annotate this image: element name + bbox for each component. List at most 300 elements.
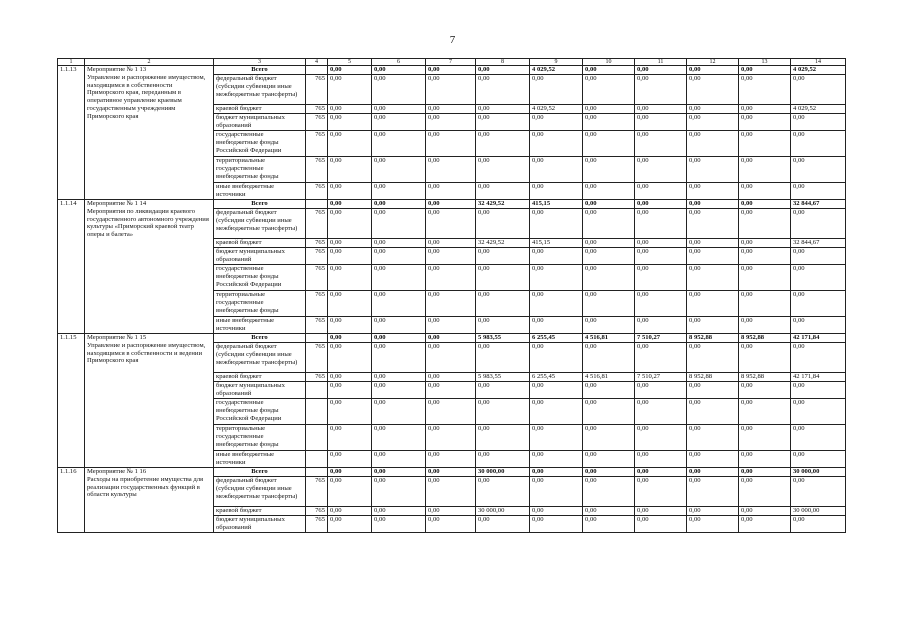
header-cell: 11 [635, 59, 687, 66]
header-cell: 8 [476, 59, 530, 66]
amount-cell: 0,00 [476, 399, 530, 425]
amount-cell: 0,00 [372, 373, 426, 382]
budget-code [306, 382, 328, 399]
amount-cell: 0,00 [739, 468, 791, 477]
amount-cell: 30 000,00 [791, 468, 846, 477]
amount-cell: 0,00 [583, 291, 635, 317]
budget-code: 765 [306, 105, 328, 114]
amount-cell: 0,00 [426, 317, 476, 334]
amount-cell: 0,00 [372, 343, 426, 373]
amount-cell: 0,00 [687, 239, 739, 248]
section-description: Управление и распоряжение имуществом, находящимся в собственности Приморского края, переданным в оперативное управление краевым государственным учреждениям Приморского края [87, 73, 206, 120]
amount-cell: 0,00 [476, 451, 530, 468]
amount-cell: 0,00 [530, 451, 583, 468]
amount-cell: 0,00 [426, 157, 476, 183]
amount-cell: 0,00 [739, 265, 791, 291]
amount-cell: 0,00 [739, 382, 791, 399]
amount-cell: 0,00 [739, 183, 791, 200]
amount-cell: 0,00 [583, 157, 635, 183]
amount-cell: 0,00 [426, 291, 476, 317]
funding-source-label: бюджет муниципальных образований [214, 248, 306, 265]
header-cell: 5 [328, 59, 372, 66]
amount-cell: 0,00 [583, 451, 635, 468]
funding-source-label: федеральный бюджет (субсидии субвенции иные межбюджетные трансферты) [214, 75, 306, 105]
amount-cell: 5 983,55 [476, 334, 530, 343]
amount-cell: 0,00 [687, 248, 739, 265]
amount-cell: 0,00 [739, 516, 791, 533]
amount-cell: 0,00 [739, 291, 791, 317]
amount-cell: 0,00 [426, 66, 476, 75]
amount-cell: 0,00 [328, 75, 372, 105]
amount-cell: 0,00 [426, 425, 476, 451]
funding-source-label: бюджет муниципальных образований [214, 516, 306, 533]
amount-cell: 0,00 [426, 75, 476, 105]
amount-cell: 0,00 [583, 248, 635, 265]
amount-cell: 0,00 [583, 114, 635, 131]
funding-source-label: иные внебюджетные источники [214, 451, 306, 468]
header-row [58, 59, 846, 66]
header-cell: 3 [214, 59, 306, 66]
budget-code [306, 66, 328, 75]
header-cell: 4 [306, 59, 328, 66]
amount-cell: 0,00 [739, 451, 791, 468]
amount-cell: 8 952,88 [739, 334, 791, 343]
header-cell: 2 [85, 59, 214, 66]
amount-cell: 0,00 [635, 425, 687, 451]
amount-cell: 0,00 [739, 239, 791, 248]
amount-cell: 0,00 [687, 399, 739, 425]
amount-cell: 0,00 [530, 425, 583, 451]
amount-cell: 0,00 [328, 248, 372, 265]
amount-cell: 0,00 [372, 317, 426, 334]
budget-code [306, 451, 328, 468]
amount-cell: 0,00 [426, 265, 476, 291]
amount-cell: 0,00 [687, 477, 739, 507]
amount-cell: 0,00 [530, 265, 583, 291]
section-number: 1.1.16 [58, 468, 85, 533]
budget-code [306, 468, 328, 477]
funding-source-label: краевой бюджет [214, 373, 306, 382]
amount-cell: 0,00 [583, 239, 635, 248]
amount-cell: 0,00 [739, 209, 791, 239]
amount-cell: 0,00 [328, 265, 372, 291]
amount-cell: 0,00 [328, 343, 372, 373]
budget-code: 765 [306, 343, 328, 373]
amount-cell: 0,00 [739, 200, 791, 209]
total-label: Всего [214, 468, 306, 477]
amount-cell: 0,00 [687, 317, 739, 334]
amount-cell: 0,00 [739, 317, 791, 334]
amount-cell: 0,00 [530, 507, 583, 516]
amount-cell: 0,00 [635, 477, 687, 507]
amount-cell: 0,00 [687, 425, 739, 451]
amount-cell: 0,00 [583, 399, 635, 425]
amount-cell: 0,00 [791, 183, 846, 200]
amount-cell: 0,00 [739, 66, 791, 75]
header-cell: 6 [372, 59, 426, 66]
header-cell: 13 [739, 59, 791, 66]
amount-cell: 0,00 [530, 516, 583, 533]
amount-cell: 0,00 [530, 209, 583, 239]
amount-cell: 0,00 [635, 75, 687, 105]
amount-cell: 0,00 [530, 75, 583, 105]
budget-code: 765 [306, 248, 328, 265]
amount-cell: 0,00 [583, 131, 635, 157]
amount-cell: 0,00 [328, 239, 372, 248]
section-total-row [58, 66, 846, 75]
amount-cell: 0,00 [328, 114, 372, 131]
amount-cell: 0,00 [476, 209, 530, 239]
amount-cell: 0,00 [739, 75, 791, 105]
amount-cell: 0,00 [476, 425, 530, 451]
amount-cell: 0,00 [687, 209, 739, 239]
funding-source-label: бюджет муниципальных образований [214, 382, 306, 399]
amount-cell: 0,00 [791, 317, 846, 334]
amount-cell: 0,00 [372, 477, 426, 507]
amount-cell: 7 510,27 [635, 334, 687, 343]
budget-code: 765 [306, 373, 328, 382]
amount-cell: 0,00 [791, 516, 846, 533]
amount-cell: 6 255,45 [530, 373, 583, 382]
amount-cell: 0,00 [687, 265, 739, 291]
section-total-row [58, 200, 846, 209]
budget-code: 765 [306, 114, 328, 131]
amount-cell: 0,00 [328, 477, 372, 507]
amount-cell: 0,00 [530, 131, 583, 157]
amount-cell: 0,00 [791, 131, 846, 157]
amount-cell: 0,00 [530, 343, 583, 373]
amount-cell: 0,00 [328, 468, 372, 477]
section-description: Мероприятия по ликвидации краевого государственного автономного учреждения культуры «Приморский краевой театр оперы и балета» [87, 207, 209, 239]
amount-cell: 0,00 [791, 451, 846, 468]
funding-source-label: иные внебюджетные источники [214, 183, 306, 200]
section-description-cell [85, 66, 214, 200]
amount-cell: 0,00 [372, 75, 426, 105]
amount-cell: 0,00 [372, 334, 426, 343]
budget-code [306, 399, 328, 425]
budget-code: 765 [306, 131, 328, 157]
amount-cell: 0,00 [530, 183, 583, 200]
amount-cell: 0,00 [426, 468, 476, 477]
amount-cell: 0,00 [687, 157, 739, 183]
amount-cell: 0,00 [635, 451, 687, 468]
amount-cell: 0,00 [476, 114, 530, 131]
amount-cell: 0,00 [530, 382, 583, 399]
amount-cell: 0,00 [791, 209, 846, 239]
amount-cell: 0,00 [635, 343, 687, 373]
amount-cell: 0,00 [476, 183, 530, 200]
budget-code: 765 [306, 507, 328, 516]
amount-cell: 0,00 [372, 66, 426, 75]
amount-cell: 0,00 [426, 382, 476, 399]
amount-cell: 0,00 [739, 477, 791, 507]
amount-cell: 0,00 [583, 343, 635, 373]
amount-cell: 0,00 [687, 382, 739, 399]
budget-code: 765 [306, 516, 328, 533]
amount-cell: 0,00 [426, 209, 476, 239]
amount-cell: 8 952,88 [687, 373, 739, 382]
amount-cell: 32 429,52 [476, 239, 530, 248]
amount-cell: 0,00 [476, 131, 530, 157]
amount-cell: 0,00 [583, 425, 635, 451]
budget-code: 765 [306, 75, 328, 105]
amount-cell: 0,00 [583, 183, 635, 200]
amount-cell: 0,00 [687, 516, 739, 533]
amount-cell: 0,00 [328, 507, 372, 516]
funding-source-label: территориальные государственные внебюджетные фонды [214, 291, 306, 317]
amount-cell: 0,00 [476, 477, 530, 507]
budget-code: 765 [306, 183, 328, 200]
amount-cell: 0,00 [687, 451, 739, 468]
budget-code: 765 [306, 477, 328, 507]
amount-cell: 0,00 [583, 105, 635, 114]
amount-cell: 0,00 [328, 317, 372, 334]
amount-cell: 0,00 [635, 239, 687, 248]
amount-cell: 30 000,00 [476, 468, 530, 477]
amount-cell: 0,00 [635, 516, 687, 533]
amount-cell: 0,00 [739, 343, 791, 373]
header-cell: 12 [687, 59, 739, 66]
amount-cell: 30 000,00 [476, 507, 530, 516]
amount-cell: 0,00 [635, 291, 687, 317]
amount-cell: 0,00 [426, 105, 476, 114]
amount-cell: 0,00 [791, 291, 846, 317]
amount-cell: 0,00 [476, 516, 530, 533]
amount-cell: 0,00 [328, 105, 372, 114]
amount-cell: 0,00 [791, 343, 846, 373]
amount-cell: 0,00 [583, 382, 635, 399]
amount-cell: 0,00 [791, 248, 846, 265]
amount-cell: 0,00 [687, 66, 739, 75]
amount-cell: 415,15 [530, 200, 583, 209]
amount-cell: 0,00 [426, 200, 476, 209]
amount-cell: 0,00 [635, 105, 687, 114]
budget-code [306, 334, 328, 343]
amount-cell: 42 171,84 [791, 334, 846, 343]
amount-cell: 0,00 [635, 209, 687, 239]
section-total-row [58, 334, 846, 343]
amount-cell: 0,00 [476, 105, 530, 114]
section-title: Мероприятие № 1 16 [87, 468, 147, 475]
amount-cell: 0,00 [426, 343, 476, 373]
amount-cell: 0,00 [583, 75, 635, 105]
header-cell: 9 [530, 59, 583, 66]
amount-cell: 8 952,88 [739, 373, 791, 382]
amount-cell: 0,00 [372, 200, 426, 209]
total-label: Всего [214, 334, 306, 343]
page-number: 7 [449, 34, 456, 46]
amount-cell: 4 029,52 [530, 105, 583, 114]
amount-cell: 0,00 [372, 291, 426, 317]
funding-source-label: бюджет муниципальных образований [214, 114, 306, 131]
budget-code [306, 200, 328, 209]
amount-cell: 0,00 [583, 468, 635, 477]
amount-cell: 0,00 [476, 265, 530, 291]
amount-cell: 0,00 [372, 382, 426, 399]
amount-cell: 0,00 [791, 382, 846, 399]
amount-cell: 0,00 [372, 248, 426, 265]
budget-code: 765 [306, 291, 328, 317]
amount-cell: 0,00 [328, 200, 372, 209]
amount-cell: 0,00 [328, 425, 372, 451]
amount-cell: 0,00 [476, 157, 530, 183]
amount-cell: 0,00 [328, 157, 372, 183]
amount-cell: 0,00 [583, 507, 635, 516]
amount-cell: 0,00 [739, 425, 791, 451]
amount-cell: 0,00 [739, 131, 791, 157]
amount-cell: 4 029,52 [791, 66, 846, 75]
amount-cell: 0,00 [635, 317, 687, 334]
amount-cell: 0,00 [687, 291, 739, 317]
amount-cell: 0,00 [372, 131, 426, 157]
amount-cell: 0,00 [635, 468, 687, 477]
amount-cell: 0,00 [687, 114, 739, 131]
amount-cell: 0,00 [476, 317, 530, 334]
amount-cell: 0,00 [426, 114, 476, 131]
amount-cell: 0,00 [328, 334, 372, 343]
amount-cell: 0,00 [372, 468, 426, 477]
amount-cell: 0,00 [328, 209, 372, 239]
amount-cell: 0,00 [791, 157, 846, 183]
amount-cell: 0,00 [328, 131, 372, 157]
budget-code: 765 [306, 209, 328, 239]
total-label: Всего [214, 66, 306, 75]
amount-cell: 0,00 [530, 248, 583, 265]
amount-cell: 0,00 [739, 399, 791, 425]
section-description-cell [85, 200, 214, 334]
amount-cell: 0,00 [328, 382, 372, 399]
header-cell: 7 [426, 59, 476, 66]
section-description-cell [85, 334, 214, 468]
total-label: Всего [214, 200, 306, 209]
header-cell: 14 [791, 59, 846, 66]
section-title: Мероприятие № 1 14 [87, 200, 147, 207]
amount-cell: 0,00 [426, 334, 476, 343]
amount-cell: 0,00 [530, 291, 583, 317]
amount-cell: 0,00 [372, 425, 426, 451]
amount-cell: 415,15 [530, 239, 583, 248]
budget-code: 765 [306, 265, 328, 291]
amount-cell: 0,00 [426, 183, 476, 200]
amount-cell: 0,00 [476, 343, 530, 373]
amount-cell: 0,00 [687, 468, 739, 477]
amount-cell: 30 000,00 [791, 507, 846, 516]
budget-code: 765 [306, 317, 328, 334]
amount-cell: 0,00 [372, 239, 426, 248]
amount-cell: 0,00 [372, 507, 426, 516]
amount-cell: 0,00 [583, 477, 635, 507]
amount-cell: 0,00 [372, 265, 426, 291]
amount-cell: 32 844,67 [791, 239, 846, 248]
amount-cell: 0,00 [687, 75, 739, 105]
funding-source-label: государственные внебюджетные фонды Российской Федерации [214, 131, 306, 157]
amount-cell: 8 952,88 [687, 334, 739, 343]
amount-cell: 0,00 [583, 66, 635, 75]
amount-cell: 0,00 [372, 105, 426, 114]
amount-cell: 0,00 [583, 200, 635, 209]
funding-source-label: федеральный бюджет (субсидии субвенции иные межбюджетные трансферты) [214, 343, 306, 373]
amount-cell: 0,00 [476, 382, 530, 399]
amount-cell: 0,00 [328, 66, 372, 75]
amount-cell: 0,00 [635, 114, 687, 131]
amount-cell: 4 516,81 [583, 334, 635, 343]
amount-cell: 0,00 [739, 114, 791, 131]
amount-cell: 0,00 [687, 200, 739, 209]
amount-cell: 0,00 [328, 451, 372, 468]
amount-cell: 0,00 [635, 507, 687, 516]
amount-cell: 0,00 [372, 183, 426, 200]
amount-cell: 0,00 [583, 209, 635, 239]
amount-cell: 0,00 [635, 66, 687, 75]
amount-cell: 0,00 [635, 183, 687, 200]
amount-cell: 0,00 [530, 114, 583, 131]
amount-cell: 0,00 [530, 468, 583, 477]
amount-cell: 0,00 [530, 157, 583, 183]
amount-cell: 0,00 [372, 516, 426, 533]
amount-cell: 4 029,52 [530, 66, 583, 75]
amount-cell: 4 516,81 [583, 373, 635, 382]
amount-cell: 0,00 [372, 399, 426, 425]
amount-cell: 0,00 [426, 373, 476, 382]
section-number: 1.1.13 [58, 66, 85, 200]
amount-cell: 0,00 [687, 105, 739, 114]
amount-cell: 0,00 [328, 183, 372, 200]
funding-source-label: федеральный бюджет (субсидии субвенции иные межбюджетные трансферты) [214, 209, 306, 239]
amount-cell: 0,00 [635, 131, 687, 157]
budget-code: 765 [306, 239, 328, 248]
amount-cell: 0,00 [530, 317, 583, 334]
amount-cell: 0,00 [739, 507, 791, 516]
amount-cell: 32 429,52 [476, 200, 530, 209]
amount-cell: 0,00 [635, 157, 687, 183]
amount-cell: 0,00 [583, 516, 635, 533]
funding-source-label: иные внебюджетные источники [214, 317, 306, 334]
section-description: Управление и распоряжение имуществом, находящимся в собственности и ведении Приморского края [87, 341, 206, 365]
section-title: Мероприятие № 1 15 [87, 334, 147, 341]
amount-cell: 0,00 [583, 265, 635, 291]
section-description: Расходы на приобретение имущества для реализации государственных функций в области культуры [87, 475, 204, 499]
amount-cell: 0,00 [635, 399, 687, 425]
amount-cell: 0,00 [687, 343, 739, 373]
amount-cell: 0,00 [687, 507, 739, 516]
amount-cell: 0,00 [791, 75, 846, 105]
funding-source-label: краевой бюджет [214, 239, 306, 248]
amount-cell: 0,00 [476, 66, 530, 75]
amount-cell: 0,00 [426, 516, 476, 533]
amount-cell: 0,00 [530, 399, 583, 425]
section-description-cell [85, 468, 214, 533]
amount-cell: 7 510,27 [635, 373, 687, 382]
section-number: 1.1.14 [58, 200, 85, 334]
amount-cell: 0,00 [476, 291, 530, 317]
amount-cell: 0,00 [687, 131, 739, 157]
amount-cell: 0,00 [635, 382, 687, 399]
amount-cell: 0,00 [791, 265, 846, 291]
funding-source-label: территориальные государственные внебюджетные фонды [214, 157, 306, 183]
amount-cell: 0,00 [328, 373, 372, 382]
amount-cell: 0,00 [426, 248, 476, 265]
amount-cell: 0,00 [426, 451, 476, 468]
funding-source-label: краевой бюджет [214, 105, 306, 114]
amount-cell: 0,00 [739, 248, 791, 265]
amount-cell: 6 255,45 [530, 334, 583, 343]
section-number: 1.1.15 [58, 334, 85, 468]
amount-cell: 0,00 [530, 477, 583, 507]
budget-code [306, 425, 328, 451]
amount-cell: 0,00 [583, 317, 635, 334]
amount-cell: 42 171,84 [791, 373, 846, 382]
amount-cell: 0,00 [372, 209, 426, 239]
